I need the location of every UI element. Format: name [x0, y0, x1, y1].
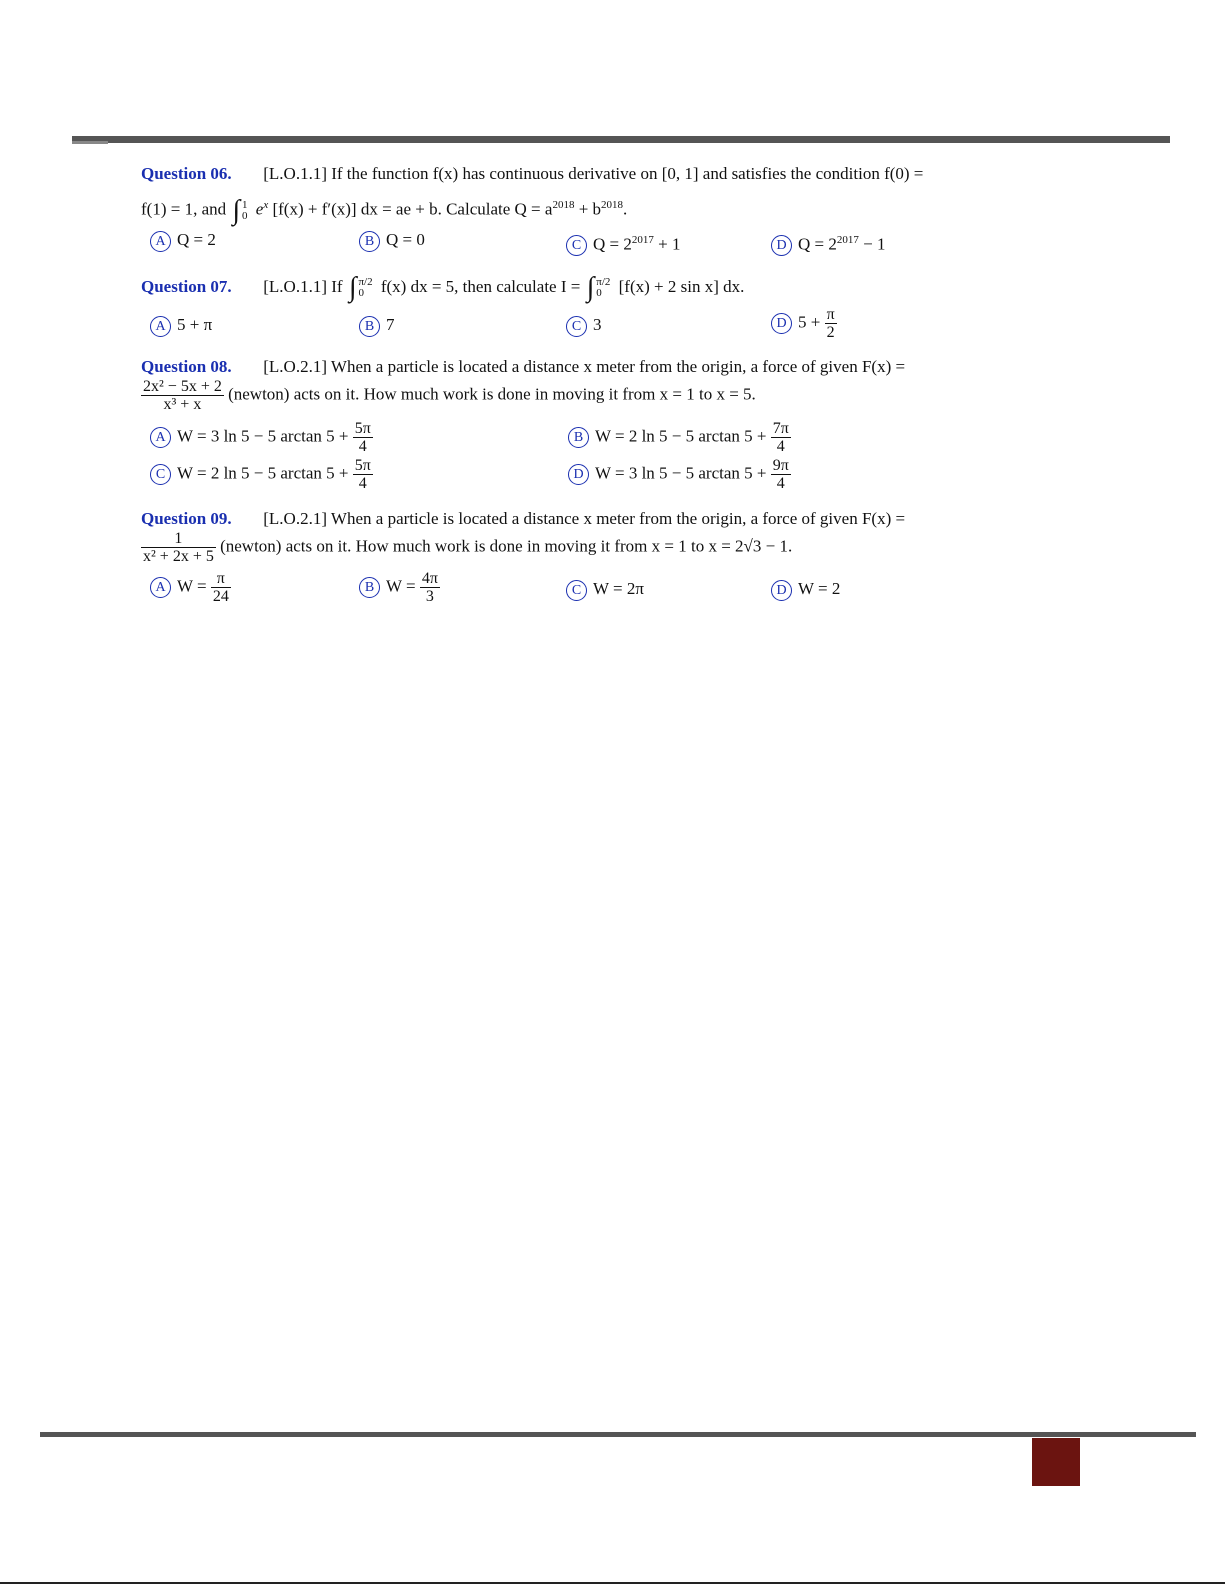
option-text: 5 + π — [177, 315, 213, 334]
lower-limit: 0 — [596, 287, 602, 300]
frac-den: 3 — [425, 588, 434, 605]
page-marker-box — [1032, 1438, 1080, 1486]
frac-num: 2x² − 5x + 2 — [143, 378, 222, 395]
upper-limit: 1 — [242, 198, 248, 211]
question-07-label: Question 07. — [141, 277, 232, 296]
question-06-text-a: f(1) = 1, and — [141, 199, 227, 219]
question-09-label: Question 09. — [141, 509, 232, 528]
q09-option-c[interactable] — [566, 578, 644, 601]
option-text: 5 + — [798, 312, 821, 332]
question-06-text-d: [f(x) + f′(x)] dx = ae + b. Calculate Q = a — [272, 199, 553, 219]
frac-den: 4 — [358, 475, 367, 492]
upper-limit: π/2 — [358, 276, 373, 289]
option-fraction — [353, 420, 373, 455]
frac-num: 5π — [354, 457, 371, 474]
question-09-text-2: (newton) acts on it. How much work is done in moving it from x = 1 to x = 2√3 − 1. — [220, 536, 793, 556]
option-text: W = — [386, 576, 416, 596]
exp-b: 2018 — [601, 199, 624, 211]
question-08-label: Question 08. — [141, 357, 232, 376]
option-circle: A — [150, 231, 171, 252]
option-text: W = 2 ln 5 − 5 arctan 5 + — [177, 463, 349, 483]
option-circle: B — [359, 231, 380, 252]
question-09-line2 — [141, 530, 792, 565]
option-circle: A — [150, 427, 171, 448]
option-fraction — [420, 570, 440, 605]
integral-limits — [242, 200, 248, 222]
option-text: W = 3 ln 5 − 5 arctan 5 + — [595, 463, 767, 483]
option-circle: C — [566, 580, 587, 601]
q09-option-a[interactable] — [150, 570, 231, 605]
header-rule-accent — [72, 141, 108, 144]
option-text: W = 2π — [593, 579, 644, 598]
option-tail: + 1 — [653, 234, 681, 254]
option-circle: D — [568, 464, 589, 485]
exp-base: e — [255, 199, 264, 219]
option-circle: C — [150, 464, 171, 485]
frac-num: π — [826, 306, 835, 323]
frac-den: x² + 2x + 5 — [143, 548, 214, 565]
force-fraction — [141, 378, 224, 413]
frac-den: 24 — [212, 588, 229, 605]
question-06-text-f: + b — [574, 199, 602, 219]
frac-den: 4 — [776, 475, 785, 492]
question-06-line2 — [141, 194, 628, 226]
integral-sign: ∫ — [586, 272, 595, 304]
option-fraction — [825, 306, 837, 341]
option-sup: 2017 — [631, 234, 654, 246]
option-circle: C — [566, 316, 587, 337]
option-text: W = 2 ln 5 − 5 arctan 5 + — [595, 426, 767, 446]
frac-num: 7π — [772, 420, 789, 437]
integral-limits — [358, 277, 372, 299]
page-edge-line — [0, 1582, 1225, 1584]
q06-option-c[interactable] — [566, 229, 680, 256]
footer-rule — [40, 1432, 1196, 1437]
option-text: Q = 0 — [386, 230, 425, 249]
option-circle: D — [771, 313, 792, 334]
question-08-line2 — [141, 378, 756, 413]
question-07-line — [141, 272, 745, 304]
force-fraction — [141, 530, 216, 565]
q07-option-b[interactable] — [359, 314, 395, 337]
frac-num: 1 — [141, 530, 216, 548]
frac-den: 2 — [826, 324, 835, 341]
option-fraction — [771, 457, 791, 492]
question-09-line1 — [141, 508, 905, 530]
frac-num: π — [211, 570, 231, 588]
q09-option-b[interactable] — [359, 570, 440, 605]
option-fraction — [353, 457, 373, 492]
question-06-text: [L.O.1.1] If the function f(x) has continuous derivative on [0, 1] and satisfies the condition f(0) = — [263, 164, 924, 183]
option-text: 3 — [593, 315, 602, 334]
q06-option-a[interactable] — [150, 229, 216, 252]
option-fraction — [771, 420, 791, 455]
header-rule — [72, 136, 1170, 143]
q08-option-d[interactable] — [568, 457, 791, 492]
question-06-text-h: . — [623, 199, 628, 219]
integral-sign: ∫ — [348, 272, 357, 304]
frac-den: 4 — [776, 438, 785, 455]
option-text: Q = 2 — [593, 234, 632, 254]
question-07-text-a: [L.O.1.1] If — [263, 277, 343, 296]
option-circle: B — [568, 427, 589, 448]
frac-num: 5π — [354, 420, 371, 437]
option-circle: D — [771, 235, 792, 256]
option-text: W = — [177, 576, 207, 596]
frac-num: 9π — [772, 457, 789, 474]
q08-option-b[interactable] — [568, 420, 791, 455]
q06-option-b[interactable] — [359, 229, 425, 252]
option-text: W = 3 ln 5 − 5 arctan 5 + — [177, 426, 349, 446]
question-08-line1 — [141, 356, 905, 378]
integral-limits — [596, 277, 610, 299]
option-circle: B — [359, 577, 380, 598]
frac-num: 4π — [421, 570, 438, 587]
option-circle: A — [150, 316, 171, 337]
exp-a: 2018 — [552, 199, 575, 211]
option-text: W = 2 — [798, 579, 841, 598]
option-fraction — [211, 570, 231, 605]
option-text: 7 — [386, 315, 395, 334]
exp-power: x — [263, 199, 269, 211]
question-08-text: [L.O.2.1] When a particle is located a distance x meter from the origin, a force of given F(x) = — [263, 357, 906, 376]
option-circle: B — [359, 316, 380, 337]
option-circle: A — [150, 577, 171, 598]
lower-limit: 0 — [242, 209, 248, 222]
q07-option-d[interactable] — [771, 306, 837, 341]
q07-option-c[interactable] — [566, 314, 602, 337]
upper-limit: π/2 — [596, 276, 611, 289]
question-06-label: Question 06. — [141, 164, 232, 183]
q07-option-a[interactable] — [150, 314, 212, 337]
q06-option-d[interactable] — [771, 229, 885, 256]
question-09-text: [L.O.2.1] When a particle is located a distance x meter from the origin, a force of given F(x) = — [263, 509, 906, 528]
frac-den: 4 — [358, 438, 367, 455]
option-circle: D — [771, 580, 792, 601]
frac-den: x³ + x — [163, 396, 202, 413]
question-08-text-2: (newton) acts on it. How much work is done in moving it from x = 1 to x = 5. — [228, 384, 756, 404]
option-text: Q = 2 — [177, 230, 216, 249]
q08-option-a[interactable] — [150, 420, 373, 455]
q08-option-c[interactable] — [150, 457, 373, 492]
q09-option-d[interactable] — [771, 578, 840, 601]
option-sup: 2017 — [836, 234, 859, 246]
integral-sign: ∫ — [232, 194, 241, 226]
question-07-text-b: f(x) dx = 5, then calculate I = — [380, 277, 581, 296]
lower-limit: 0 — [358, 287, 364, 300]
question-07-text-c: [f(x) + 2 sin x] dx. — [618, 277, 745, 296]
option-text: Q = 2 — [798, 234, 837, 254]
question-06-line1 — [141, 163, 923, 185]
option-circle: C — [566, 235, 587, 256]
option-tail: − 1 — [858, 234, 886, 254]
